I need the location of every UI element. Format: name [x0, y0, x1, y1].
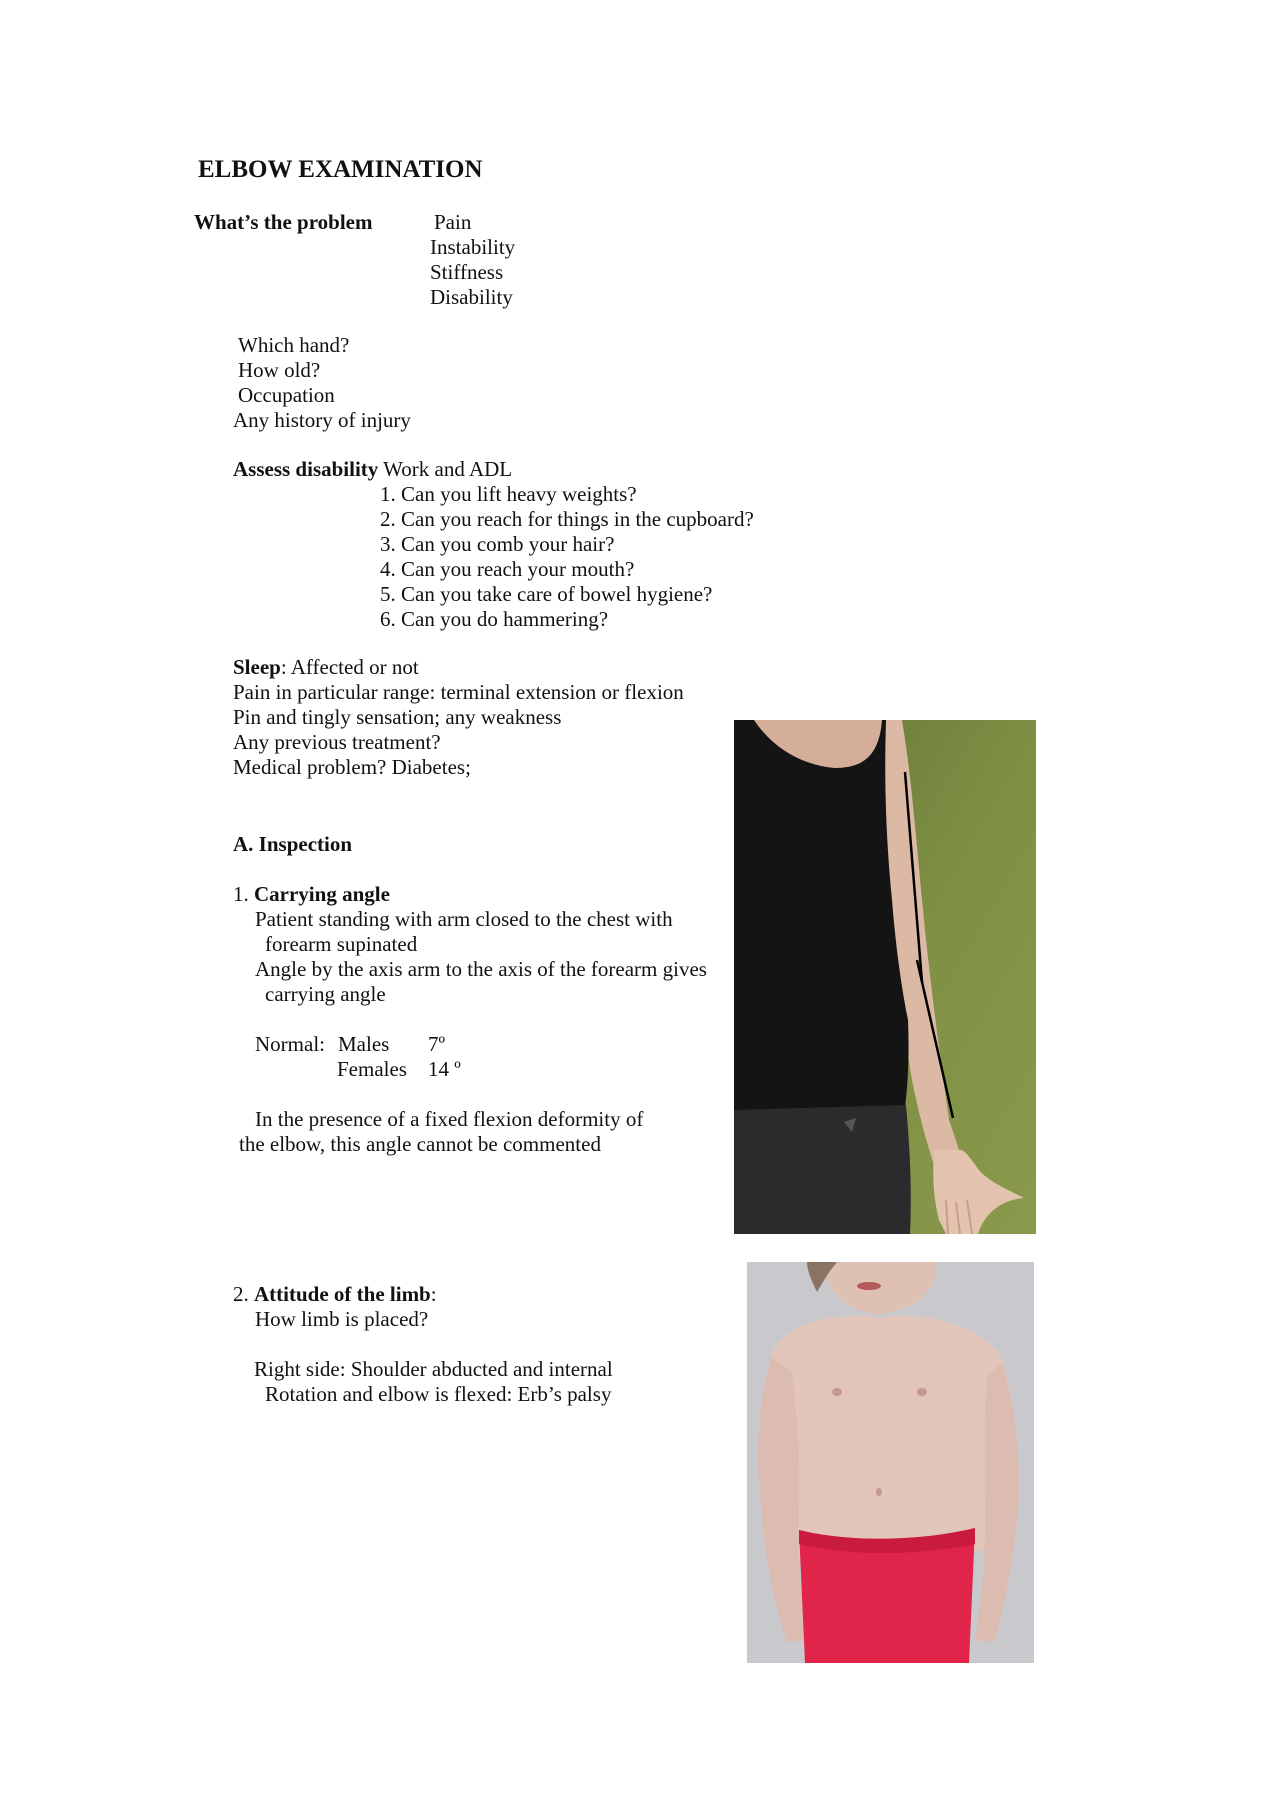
carrying-angle-note: In the presence of a fixed flexion deformity of — [255, 1107, 644, 1131]
symptom-item: Pain in particular range: terminal extension or flexion — [233, 680, 684, 704]
attitude-photo — [747, 1262, 1034, 1663]
history-item: Occupation — [238, 383, 335, 407]
carrying-angle-line: forearm supinated — [265, 932, 418, 956]
attitude-heading — [233, 1282, 437, 1307]
chest-mark — [917, 1388, 927, 1396]
carrying-angle-note: the elbow, this angle cannot be commented — [239, 1132, 601, 1156]
history-item: How old? — [238, 358, 321, 382]
disability-question: 1. Can you lift heavy weights? — [380, 482, 637, 506]
navel — [876, 1488, 882, 1496]
mouth — [857, 1282, 881, 1290]
attitude-line: Rotation and elbow is flexed: Erb’s palsy — [265, 1382, 612, 1406]
disability-question: 6. Can you do hammering? — [380, 607, 609, 631]
sleep-label: Sleep — [233, 655, 281, 679]
assess-disability-text: Work and ADL — [378, 457, 513, 481]
disability-question: 2. Can you reach for things in the cupboard? — [380, 507, 754, 531]
problem-item: Stiffness — [430, 260, 504, 284]
females-value: 14 º — [428, 1057, 461, 1081]
history-item: Which hand? — [238, 333, 350, 357]
shorts — [734, 1105, 911, 1234]
females-label: Females — [337, 1057, 407, 1081]
males-value: 7º — [428, 1032, 446, 1056]
symptom-item: Any previous treatment? — [233, 730, 441, 754]
torso — [771, 1316, 1009, 1554]
carrying-angle-line: Angle by the axis arm to the axis of the forearm gives — [255, 957, 707, 981]
carrying-angle-line: Patient standing with arm closed to the chest with — [255, 907, 673, 931]
history-item: Any history of injury — [233, 408, 411, 432]
disability-question: 5. Can you take care of bowel hygiene? — [380, 582, 713, 606]
disability-question: 4. Can you reach your mouth? — [380, 557, 635, 581]
attitude-line: How limb is placed? — [255, 1307, 429, 1331]
symptom-item: Pin and tingly sensation; any weakness — [233, 705, 562, 729]
problem-item: Disability — [430, 285, 513, 309]
males-label: Males — [338, 1032, 390, 1056]
normal-label: Normal: — [255, 1032, 325, 1056]
chest-mark — [832, 1388, 842, 1396]
carrying-angle-photo — [734, 720, 1036, 1234]
symptom-item: Medical problem? Diabetes; — [233, 755, 471, 779]
page-title: ELBOW EXAMINATION — [198, 156, 483, 183]
attitude-line: Right side: Shoulder abducted and internal — [254, 1357, 613, 1381]
carrying-angle-number: 1. — [233, 882, 254, 906]
problem-item: Instability — [430, 235, 516, 259]
disability-question: 3. Can you comb your hair? — [380, 532, 615, 556]
carrying-angle-label: Carrying angle — [254, 882, 390, 906]
sleep-text: : Affected or not — [280, 655, 419, 679]
attitude-number: 2. — [233, 1282, 254, 1306]
attitude-colon: : — [430, 1282, 437, 1306]
inspection-heading: A. Inspection — [233, 832, 353, 856]
problem-item: Pain — [434, 210, 472, 234]
assess-disability-label: Assess disability — [233, 457, 379, 481]
carrying-angle-line: carrying angle — [265, 982, 386, 1006]
problem-label: What’s the problem — [194, 210, 373, 234]
attitude-label: Attitude of the limb — [254, 1282, 431, 1306]
black-top — [734, 720, 909, 1115]
